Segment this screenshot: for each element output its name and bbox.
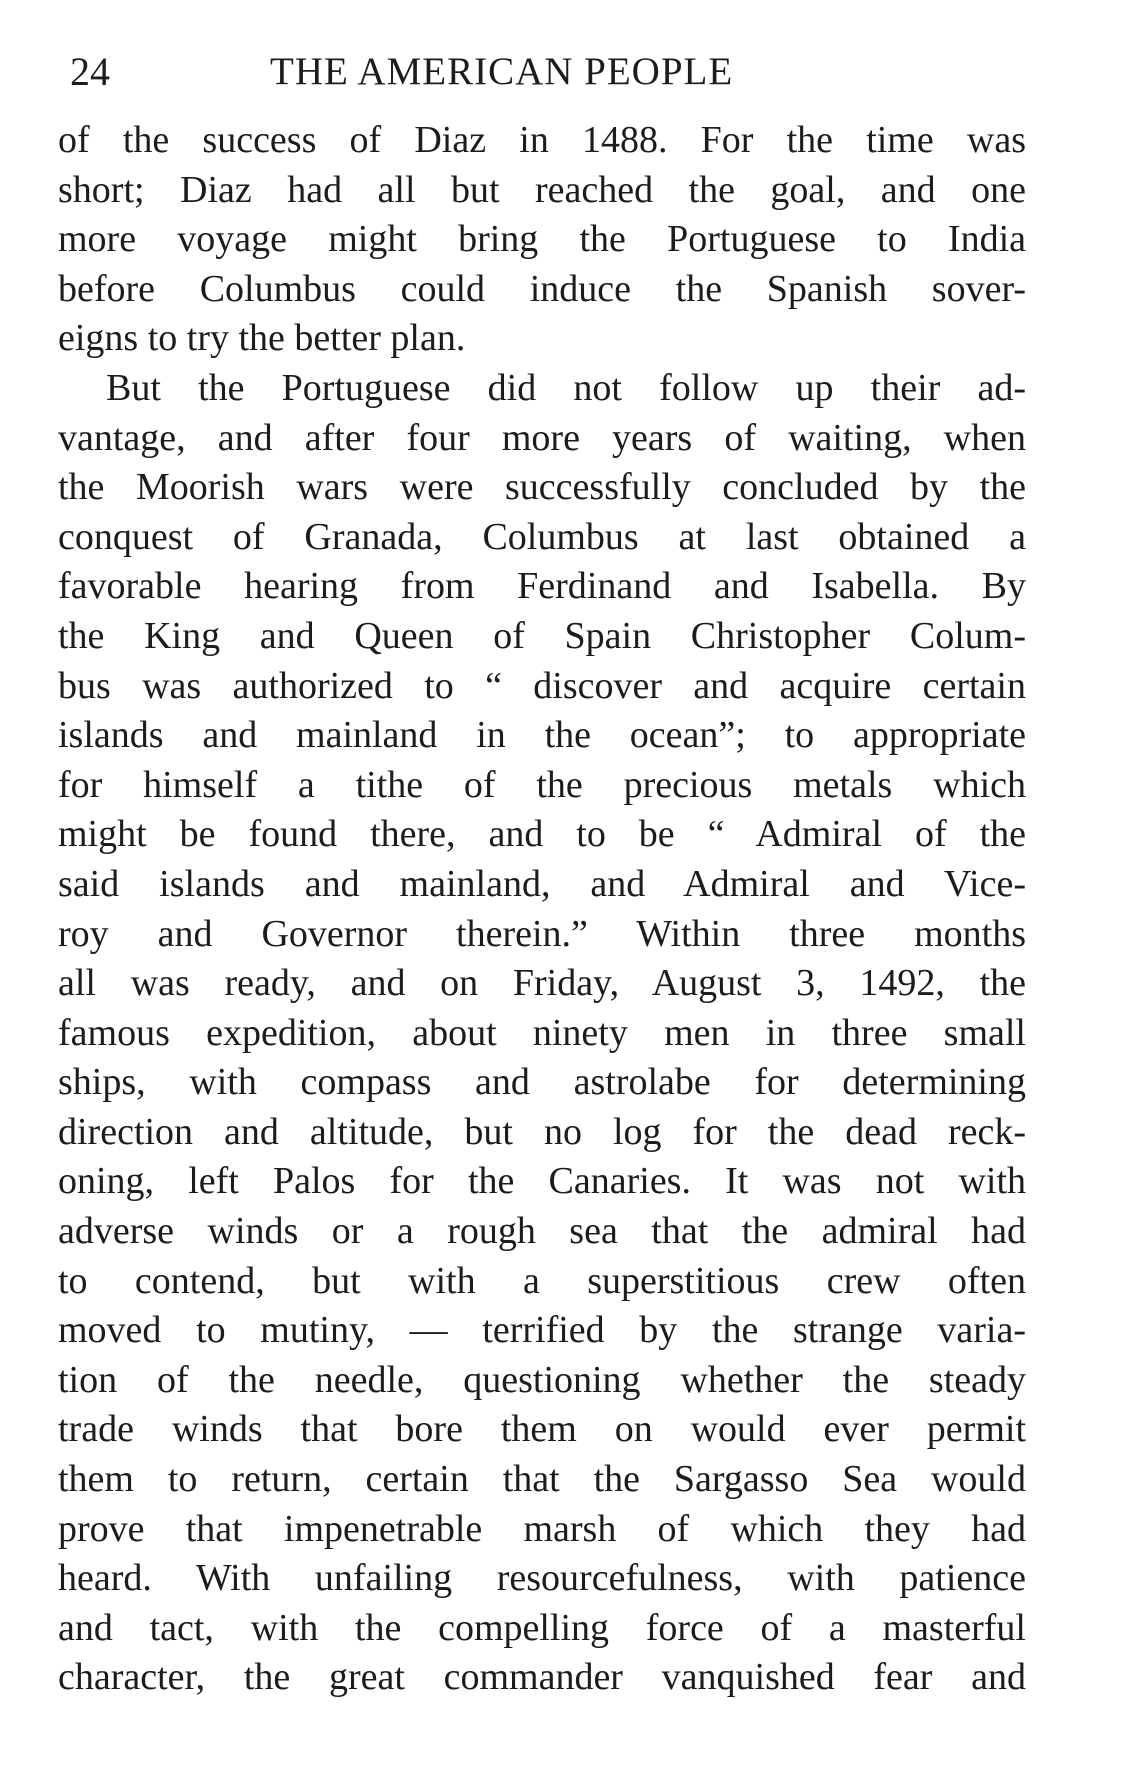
text-line: before Columbus could induce the Spanish sover- [58, 267, 1026, 310]
text-line: prove that impenetrable marsh of which they had [58, 1507, 1026, 1550]
text-line: heard. With unfailing resourcefulness, with patience [58, 1557, 1026, 1600]
text-line: said islands and mainland, and Admiral and Vice- [58, 862, 1026, 905]
body-text [58, 116, 1026, 1703]
text-line: ships, with compass and astrolabe for determining [58, 1061, 1026, 1104]
text-line: roy and Governor therein.” Within three months [58, 912, 1026, 955]
text-line: to contend, but with a superstitious crew often [58, 1259, 1026, 1302]
text-line: bus was authorized to “ discover and acquire certain [58, 664, 1026, 707]
text-line: moved to mutiny, — terrified by the strange varia- [58, 1309, 1026, 1352]
paragraph-end-line: eigns to try the better plan. [58, 317, 466, 360]
text-line: the Moorish wars were successfully concluded by the [58, 466, 1026, 509]
text-line: the King and Queen of Spain Christopher Colum- [58, 614, 1026, 657]
text-line: more voyage might bring the Portuguese to India [58, 218, 1026, 261]
running-head [70, 44, 870, 100]
text-line: all was ready, and on Friday, August 3, 1492, the [58, 962, 1026, 1005]
text-line: might be found there, and to be “ Admiral of the [58, 813, 1026, 856]
text-line: oning, left Palos for the Canaries. It was not with [58, 1160, 1026, 1203]
text-line: them to return, certain that the Sargasso Sea would [58, 1458, 1026, 1501]
text-line: vantage, and after four more years of waiting, when [58, 416, 1026, 459]
text-line: for himself a tithe of the precious metals which [58, 763, 1026, 806]
text-line: character, the great commander vanquished fear and [58, 1656, 1026, 1699]
paragraph-start-line: But the Portuguese did not follow up their ad- [106, 366, 1026, 409]
text-line: favorable hearing from Ferdinand and Isabella. By [58, 565, 1026, 608]
text-line: famous expedition, about ninety men in three small [58, 1011, 1026, 1054]
text-line: tion of the needle, questioning whether the steady [58, 1358, 1026, 1401]
text-line: and tact, with the compelling force of a masterful [58, 1606, 1026, 1649]
page-number: 24 [70, 49, 110, 94]
running-title: THE AMERICAN PEOPLE [270, 50, 734, 93]
text-line: direction and altitude, but no log for the dead reck- [58, 1110, 1026, 1153]
text-line: islands and mainland in the ocean”; to appropriate [58, 714, 1026, 757]
text-line: conquest of Granada, Columbus at last obtained a [58, 515, 1026, 558]
text-line: adverse winds or a rough sea that the admiral had [58, 1210, 1026, 1253]
text-line: short; Diaz had all but reached the goal, and one [58, 168, 1026, 211]
text-line: trade winds that bore them on would ever permit [58, 1408, 1026, 1451]
text-line: of the success of Diaz in 1488. For the time was [58, 119, 1026, 161]
